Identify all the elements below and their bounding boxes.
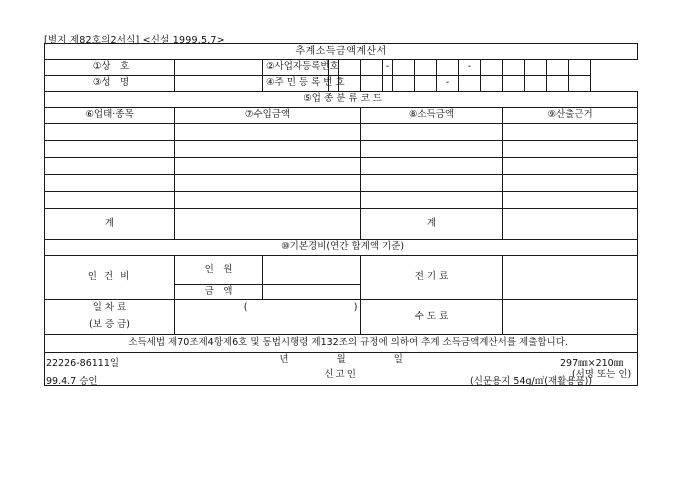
data-row-1-amount[interactable] xyxy=(361,124,503,141)
biz-reg-digit-5[interactable] xyxy=(415,60,437,76)
biz-reg-digit-8[interactable] xyxy=(503,60,525,76)
biz-reg-digit-2[interactable] xyxy=(339,60,361,76)
data-row-4-income[interactable] xyxy=(175,175,361,192)
rrn-digit-4[interactable] xyxy=(383,76,393,92)
value-headcount[interactable] xyxy=(263,256,361,285)
data-row-5-type[interactable] xyxy=(45,192,175,209)
rrn-digit-5[interactable] xyxy=(393,76,415,92)
data-row-2-amount[interactable] xyxy=(361,141,503,158)
col-header-basis: ⑨산출근거 xyxy=(503,108,638,124)
label-amount: 금 액 xyxy=(175,285,263,300)
footer-paper-size: 297㎜×210㎜ xyxy=(560,358,624,369)
value-water[interactable] xyxy=(503,300,638,335)
total-value-income[interactable] xyxy=(175,209,361,240)
total-label-right: 계 xyxy=(361,209,503,240)
biz-reg-dash-1: - xyxy=(385,61,390,73)
col-header-type: ⑥업태·종목 xyxy=(45,108,175,124)
signature-note: (서명 또는 인) xyxy=(571,369,632,380)
data-row-2-type[interactable] xyxy=(45,141,175,158)
label-water: 수 도 료 xyxy=(361,300,503,335)
rrn-digit-9[interactable] xyxy=(503,76,525,92)
label-daily-rate: 일 차 료 xyxy=(45,300,175,318)
data-row-2-income[interactable] xyxy=(175,141,361,158)
data-row-1-income[interactable] xyxy=(175,124,361,141)
value-electricity[interactable] xyxy=(503,256,638,300)
col-header-income: ⑦수입금액 xyxy=(175,108,361,124)
biz-reg-dash-2: - xyxy=(467,61,472,73)
label-electricity: 전 기 료 xyxy=(361,256,503,300)
date-year-label: 년 xyxy=(279,354,289,366)
biz-reg-digit-6[interactable] xyxy=(437,60,459,76)
label-business-reg-no: ②사업자등록번호 xyxy=(263,60,329,76)
data-row-4-amount[interactable] xyxy=(361,175,503,192)
biz-reg-digit-7[interactable] xyxy=(481,60,503,76)
value-person-name[interactable] xyxy=(175,76,263,92)
date-month-label: 월 xyxy=(336,354,346,366)
label-person-name: ③성 명 xyxy=(45,76,175,92)
label-labor-cost: 인 건 비 xyxy=(45,256,175,300)
label-headcount: 인 원 xyxy=(175,256,263,285)
biz-reg-digit-3[interactable] xyxy=(361,60,383,76)
data-row-3-amount[interactable] xyxy=(361,158,503,175)
data-row-4-basis[interactable] xyxy=(503,175,638,192)
value-amount[interactable] xyxy=(263,285,361,300)
rrn-digit-11[interactable] xyxy=(547,76,569,92)
label-business-name: ①상 호 xyxy=(45,60,175,76)
paren-close: ) xyxy=(353,302,358,314)
rrn-digit-8[interactable] xyxy=(481,76,503,92)
data-row-3-basis[interactable] xyxy=(503,158,638,175)
label-basic-expense: ⑩기본경비(연간 합계액 기준) xyxy=(45,240,638,256)
data-row-5-basis[interactable] xyxy=(503,192,638,209)
data-row-3-type[interactable] xyxy=(45,158,175,175)
data-row-4-type[interactable] xyxy=(45,175,175,192)
tax-form-table xyxy=(44,43,638,386)
rrn-digit-7[interactable] xyxy=(459,76,481,92)
footer-doc-code: 22226-86111일 xyxy=(46,358,120,369)
value-business-name[interactable] xyxy=(175,60,263,76)
date-line xyxy=(45,353,638,369)
rrn-digit-3[interactable] xyxy=(361,76,383,92)
data-row-1-basis[interactable] xyxy=(503,124,638,141)
value-daily-rate[interactable] xyxy=(175,300,361,318)
data-row-5-amount[interactable] xyxy=(361,192,503,209)
signer-label: 신고인 xyxy=(324,369,358,380)
rrn-digit-6[interactable] xyxy=(415,76,437,92)
footer-paper-spec: (신문용지 54g/㎡(재활용품)) xyxy=(470,376,593,387)
statement-text: 소득세법 제70조제4항제6호 및 동법시행령 제132조의 규정에 의하여 추계 소득금액계산서를 제출합니다. xyxy=(45,335,638,353)
footer-approval: 99.4.7 승인 xyxy=(46,376,98,387)
form-title: 추계소득금액계산서 xyxy=(45,44,638,60)
rrn-digit-10[interactable] xyxy=(525,76,547,92)
value-deposit[interactable] xyxy=(175,317,361,335)
rrn-digit-12[interactable] xyxy=(569,76,591,92)
data-row-3-income[interactable] xyxy=(175,158,361,175)
label-deposit: (보 증 금) xyxy=(45,317,175,335)
label-resident-reg-no: ④주 민 등 록 번 호 xyxy=(263,76,329,92)
data-row-2-basis[interactable] xyxy=(503,141,638,158)
total-value-basis[interactable] xyxy=(503,209,638,240)
rrn-dash: - xyxy=(445,77,450,89)
data-row-1-type[interactable] xyxy=(45,124,175,141)
data-row-5-income[interactable] xyxy=(175,192,361,209)
paren-open: ( xyxy=(243,302,248,314)
col-header-amount: ⑧소득금액 xyxy=(361,108,503,124)
date-day-label: 일 xyxy=(393,354,403,366)
biz-reg-digit-10[interactable] xyxy=(547,60,569,76)
label-business-class-code: ⑤업 종 분 류 코 드 xyxy=(45,92,638,108)
biz-reg-digit-9[interactable] xyxy=(525,60,547,76)
biz-reg-digit-4[interactable] xyxy=(393,60,415,76)
total-label-left: 계 xyxy=(45,209,175,240)
form-header: [별지 제82호의2서식] <신설 1999.5.7> xyxy=(44,35,225,46)
biz-reg-digit-11[interactable] xyxy=(569,60,591,76)
